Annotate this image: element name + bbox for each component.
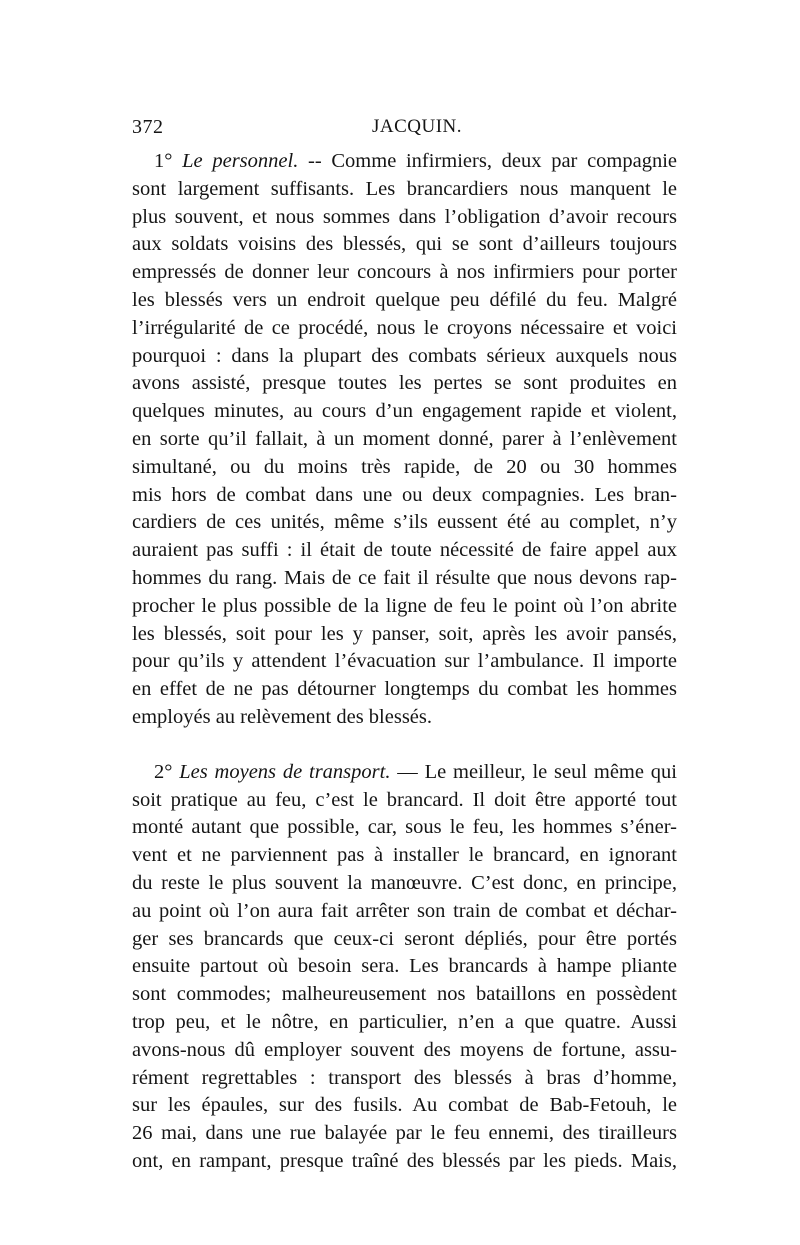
text-line: du reste le plus souvent la manœuvre. C’est donc, en principe, — [132, 871, 677, 894]
text-line: les blessés vers un endroit quelque peu défilé du feu. Malgré — [132, 288, 677, 311]
text-line: ger ses brancards que ceux-ci seront dépliés, pour être portés — [132, 927, 677, 950]
text-line: en effet de ne pas détourner longtemps du combat les hommes — [132, 678, 677, 701]
text-line: rément regrettables : transport des blessés à bras d’homme, — [132, 1066, 677, 1089]
text-line — [132, 148, 677, 176]
paragraph-transport — [132, 759, 677, 1176]
text-line: soit pratique au feu, c’est le brancard. Il doit être apporté tout — [132, 788, 677, 811]
text-line: en sorte qu’il fallait, à un moment donné, parer à l’enlèvement — [132, 427, 677, 450]
text-line: sont largement suffisants. Les brancardiers nous manquent le — [132, 177, 677, 200]
text-line: hommes du rang. Mais de ce fait il résulte que nous devons rap- — [132, 566, 677, 589]
body-text — [132, 148, 677, 1176]
text-line: avons-nous dû employer souvent des moyens de fortune, assu- — [132, 1038, 677, 1061]
text-line: monté autant que possible, car, sous le feu, les hommes s’éner- — [132, 816, 677, 839]
text-line: les blessés, soit pour les y panser, soit, après les avoir pansés, — [132, 622, 677, 645]
text-line — [132, 759, 677, 787]
line-text: -- Comme infirmiers, deux par compagnie — [308, 150, 677, 172]
section-number: 1° — [154, 150, 173, 172]
text-line: cardiers de ces unités, même s’ils eussent été au complet, n’y — [132, 511, 677, 534]
text-line: auraient pas suffi : il était de toute nécessité de faire appel aux — [132, 539, 677, 562]
text-line: avons assisté, presque toutes les pertes se sont produites en — [132, 372, 677, 395]
text-line: empressés de donner leur concours à nos infirmiers pour porter — [132, 261, 677, 284]
running-head — [132, 116, 677, 140]
text-line: vent et ne parviennent pas à installer le brancard, en ignorant — [132, 844, 677, 867]
text-line: procher le plus possible de la ligne de feu le point où l’on abrite — [132, 594, 677, 617]
text-line: pour qu’ils y attendent l’évacuation sur l’ambulance. Il importe — [132, 650, 677, 673]
text-line: employés au relèvement des blessés. — [132, 705, 433, 728]
text-line: trop peu, et le nôtre, en particulier, n’en a que quatre. Aussi — [132, 1010, 677, 1033]
line-text: — Le meilleur, le seul même qui — [397, 760, 677, 783]
text-line: sont commodes; malheureusement nos bataillons en possèdent — [132, 983, 677, 1006]
text-line: 26 mai, dans une rue balayée par le feu ennemi, des tirailleurs — [132, 1122, 677, 1145]
section-heading: Le personnel. — [182, 150, 299, 172]
text-line: simultané, ou du moins très rapide, de 20 ou 30 hommes — [132, 455, 677, 478]
text-line: pourquoi : dans la plupart des combats sérieux auxquels nous — [132, 344, 677, 367]
text-line: l’irrégularité de ce procédé, nous le croyons nécessaire et voici — [132, 316, 677, 339]
text-line: sur les épaules, sur des fusils. Au combat de Bab-Fetouh, le — [132, 1094, 677, 1117]
text-line: au point où l’on aura fait arrêter son train de combat et déchar- — [132, 899, 677, 922]
text-line: aux soldats voisins des blessés, qui se sont d’ailleurs toujours — [132, 233, 677, 256]
text-line: plus souvent, et nous sommes dans l’obligation d’avoir recours — [132, 205, 677, 228]
text-line: mis hors de combat dans une ou deux compagnies. Les bran- — [132, 483, 677, 506]
section-heading: Les moyens de transport. — [179, 760, 391, 783]
text-line: ensuite partout où besoin sera. Les brancards à hampe pliante — [132, 955, 677, 978]
page-number: 372 — [132, 116, 164, 138]
running-title: JACQUIN. — [372, 116, 463, 137]
text-line: quelques minutes, au cours d’un engagement rapide et violent, — [132, 400, 677, 423]
section-number: 2° — [154, 760, 173, 783]
text-line: ont, en rampant, presque traîné des blessés par les pieds. Mais, — [132, 1149, 677, 1172]
paragraph-personnel — [132, 148, 677, 732]
